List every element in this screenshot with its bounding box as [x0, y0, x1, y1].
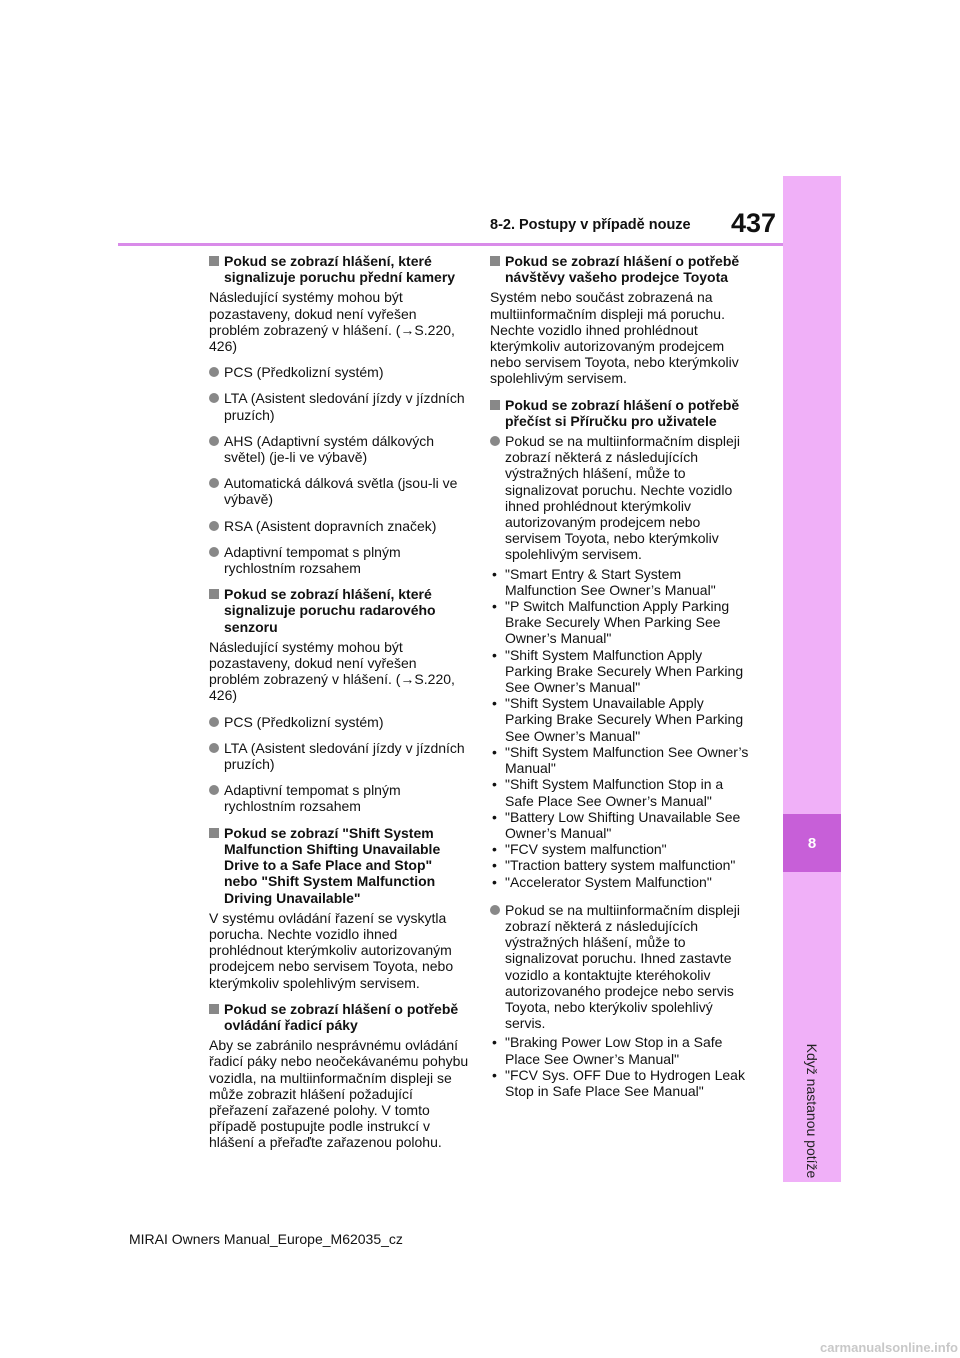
section-heading: Pokud se zobrazí hlášení o potřebě ovládání řadicí páky	[209, 1001, 469, 1033]
system-item: PCS (Předkolizní systém)	[209, 714, 469, 730]
watermark: carmanualsonline.info	[820, 1340, 958, 1355]
section-paragraph: V systému ovládání řazení se vyskytla porucha. Nechte vozidlo ihned prohlédnout kterýmkoliv autorizovaným prodejcem nebo servisem Toyota, nebo kterýmkoliv spolehlivým servisem.	[209, 909, 454, 991]
footer-text: MIRAI Owners Manual_Europe_M62035_cz	[129, 1231, 403, 1247]
message-list-item: • "Shift System Unavailable Apply Parking Brake Securely When Parking See Owner’s Manual"	[490, 695, 752, 744]
message-list-item: • "Traction battery system malfunction"	[490, 857, 752, 873]
system-item: LTA (Asistent sledování jízdy v jízdních pruzích)	[209, 390, 469, 422]
section-heading: Pokud se zobrazí hlášení o potřebě přečíst si Příručku pro uživatele	[490, 397, 752, 429]
chapter-label: Když nastanou potíže	[804, 1043, 820, 1179]
left-column	[209, 253, 469, 1161]
chapter-side-tab	[783, 176, 841, 1182]
chapter-number: 8	[783, 814, 841, 872]
message-list-item: • "FCV Sys. OFF Due to Hydrogen Leak Stop in Safe Place See Manual"	[490, 1067, 752, 1099]
system-item: LTA (Asistent sledování jízdy v jízdních pruzích)	[209, 740, 469, 772]
message-list-item: • "Battery Low Shifting Unavailable See Owner’s Manual"	[490, 809, 752, 841]
message-list	[490, 1034, 752, 1099]
message-list-item: • "Shift System Malfunction Stop in a Safe Place See Owner’s Manual"	[490, 776, 752, 808]
section-paragraph: Aby se zabránilo nesprávnému ovládání řadicí páky nebo neočekávanému pohybu vozidla, na multiinformačním displeji se může zobrazit hlášení požadující přeřazení zařazené polohy. V tomto případě postupujte podle instrukcí v hlášení a přeřaďte zařazenou polohu.	[209, 1037, 469, 1151]
message-list-item: • "P Switch Malfunction Apply Parking Brake Securely When Parking See Owner’s Manual"	[490, 598, 752, 647]
system-item: Automatická dálková světla (jsou-li ve výbavě)	[209, 475, 469, 507]
message-list-item: • "Shift System Malfunction See Owner’s Manual"	[490, 744, 752, 776]
section-heading: Pokud se zobrazí hlášení, které signalizuje poruchu radarového senzoru	[209, 586, 469, 635]
message-list-item: • "Accelerator System Malfunction"	[490, 874, 752, 890]
page-number: 437	[730, 208, 776, 238]
section-paragraph: Systém nebo součást zobrazená na multiinformačním displeji má poruchu. Nechte vozidlo ihned prohlédnout kterýmkoliv autorizovaným prodejcem nebo servisem Toyota, nebo kterýmkoliv spolehlivým servisem.	[490, 289, 739, 387]
message-list-item: • "Shift System Malfunction Apply Parking Brake Securely When Parking See Owner’s Manual"	[490, 647, 752, 696]
section-paragraph: Následující systémy mohou být pozastaveny, dokud není vyřešen problém zobrazený v hlášení. (→S.220, 426)	[209, 289, 455, 355]
section-heading: Pokud se zobrazí hlášení, které signalizuje poruchu přední kamery	[209, 253, 469, 285]
message-list-item: • "FCV system malfunction"	[490, 841, 752, 857]
right-column	[490, 253, 752, 1111]
system-item: Adaptivní tempomat s plným rychlostním rozsahem	[209, 782, 469, 814]
system-item: AHS (Adaptivní systém dálkových světel) (je-li ve výbavě)	[209, 433, 469, 465]
message-list-item: • "Smart Entry & Start System Malfunction See Owner’s Manual"	[490, 566, 752, 598]
section-title: 8-2. Postupy v případě nouze	[490, 217, 691, 233]
header-rule	[118, 243, 841, 246]
section-heading: Pokud se zobrazí "Shift System Malfunction Shifting Unavailable Drive to a Safe Place and Stop" nebo "Shift System Malfunction Driving Unavailable"	[209, 825, 469, 906]
system-item: RSA (Asistent dopravních značek)	[209, 518, 469, 534]
warning-item: Pokud se na multiinformačním displeji zobrazí některá z následujících výstražných hlášení, může to signalizovat poruchu. Nechte vozidlo ihned prohlédnout kterýmkoliv autorizovaným prodejcem nebo servisem Toyota, nebo kterýmkoliv spolehlivým servisem.	[490, 433, 752, 563]
section-heading: Pokud se zobrazí hlášení o potřebě návštěvy vašeho prodejce Toyota	[490, 253, 752, 285]
system-item: PCS (Předkolizní systém)	[209, 364, 469, 380]
message-list	[490, 566, 752, 890]
section-paragraph: Následující systémy mohou být pozastaveny, dokud není vyřešen problém zobrazený v hlášení. (→S.220, 426)	[209, 638, 455, 704]
system-item: Adaptivní tempomat s plným rychlostním rozsahem	[209, 544, 469, 576]
message-list-item: • "Braking Power Low Stop in a Safe Place See Owner’s Manual"	[490, 1034, 752, 1066]
warning-item: Pokud se na multiinformačním displeji zobrazí některá z následujících výstražných hlášení, může to signalizovat poruchu. Ihned zastavte vozidlo a kontaktujte kteréhokoliv autorizovaného prodejce nebo servis Toyota, nebo kterýkoliv spolehlivý servis.	[490, 902, 752, 1032]
